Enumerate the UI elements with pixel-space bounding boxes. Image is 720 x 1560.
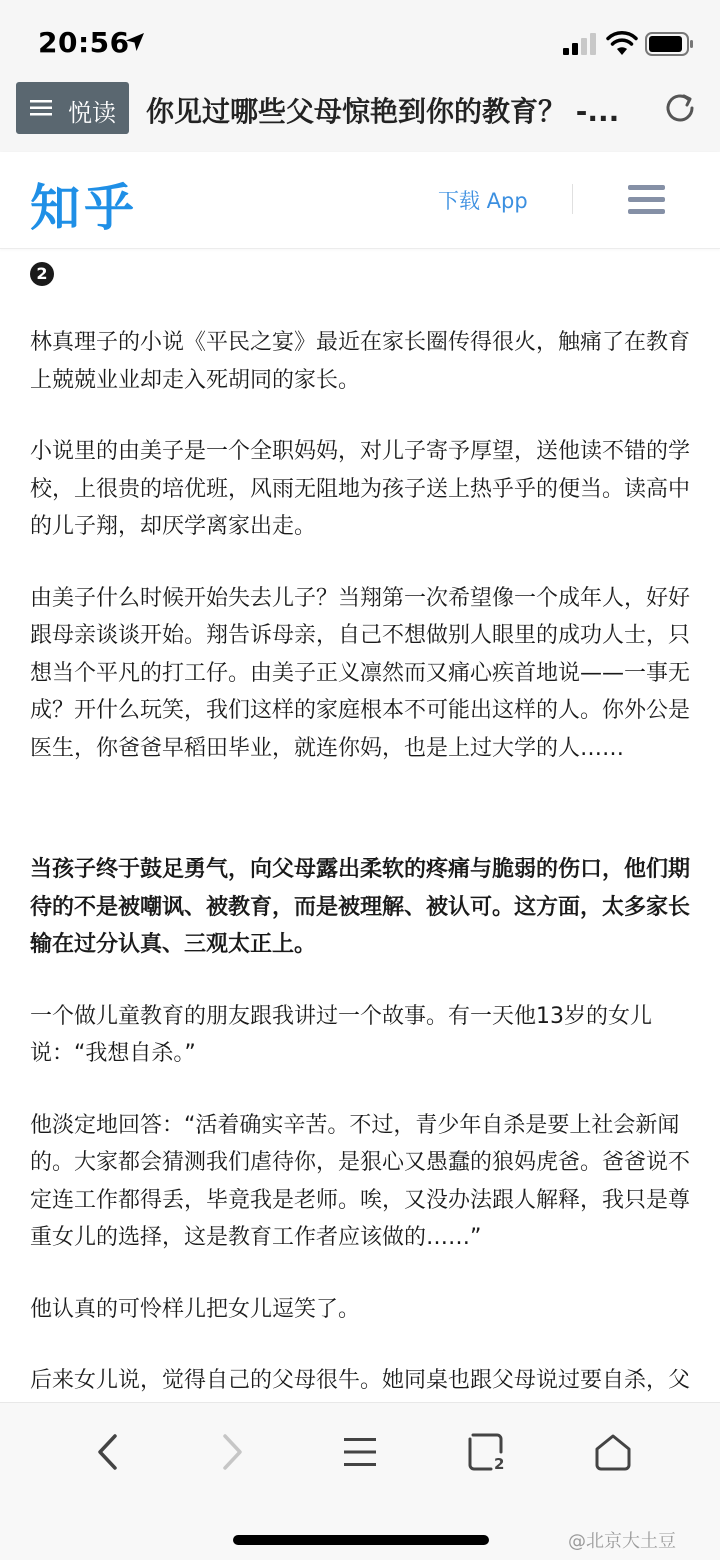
home-button[interactable] (588, 1427, 638, 1477)
battery-icon (645, 32, 695, 56)
article-paragraph: 后来女儿说，觉得自己的父母很牛。她同桌也跟父母说过要自杀，父 (30, 1368, 691, 1393)
status-bar (0, 0, 720, 80)
reload-icon[interactable] (662, 90, 698, 126)
tabs-count: 2 (494, 1455, 505, 1472)
article-paragraph: 他淡定地回答：“活着确实辛苦。不过，青少年自杀是要上社会新闻的。大家都会猜测我们虐待你，是狠心又愚蠢的狼妈虎爸。爸爸说不定连工作都得丢，毕竟我是老师。唉，又没办法跟人解释，我只是尊重女儿的选择，这是教育工作者应该做的……” (30, 1112, 691, 1250)
back-button[interactable] (82, 1427, 132, 1477)
back-icon (95, 1433, 119, 1471)
hamburger-line (628, 209, 665, 214)
article-paragraph: 小说里的由美子是一个全职妈妈，对儿子寄予厚望，送他读不错的学校，上很贵的培优班，风雨无阻地为孩子送上热乎乎的便当。读高中的儿子翔，却厌学离家出走。 (30, 439, 691, 539)
menu-button[interactable] (335, 1427, 385, 1477)
article-paragraph: 林真理子的小说《平民之宴》最近在家长圈传得很火，触痛了在教育上兢兢业业却走入死胡同的家长。 (30, 330, 691, 393)
cellular-signal-icon (563, 33, 599, 55)
home-icon (593, 1432, 633, 1472)
article-body (30, 262, 690, 1437)
zhihu-logo[interactable]: 知乎 (30, 178, 138, 237)
watermark: @北京大土豆 (568, 1531, 676, 1552)
header-divider (572, 184, 573, 214)
reader-mode-label: 悦读 (68, 99, 116, 127)
article-paragraph-bold: 当孩子终于鼓足勇气，向父母露出柔软的疼痛与脆弱的伤口，他们期待的不是被嘲讽、被教育，而是被理解、被认可。这方面，太多家长输在过分认真、三观太正上。 (30, 857, 691, 957)
article-paragraph: 他认真的可怜样儿把女儿逗笑了。 (30, 1296, 361, 1322)
reader-mode-button[interactable] (16, 82, 129, 134)
browser-toolbar (0, 1402, 720, 1560)
location-arrow-icon (124, 31, 146, 53)
tabs-icon (467, 1432, 507, 1472)
hamburger-menu-icon[interactable] (628, 185, 665, 215)
browser-bar (0, 80, 720, 152)
forward-button[interactable] (208, 1427, 258, 1477)
article-paragraph: 由美子什么时候开始失去儿子？当翔第一次希望像一个成年人，好好跟母亲谈谈开始。翔告诉母亲，自己不想做别人眼里的成功人士，只想当个平凡的打工仔。由美子正义凛然而又痛心疾首地说——一事无成？开什么玩笑，我们这样的家庭根本不可能出这样的人。你外公是医生，你爸爸早稻田毕业，就连你妈，也是上过大学的人…… (30, 585, 691, 761)
page-title[interactable]: 你见过哪些父母惊艳到你的教育？ -... (146, 95, 620, 128)
tabs-button[interactable] (462, 1427, 512, 1477)
forward-icon (221, 1433, 245, 1471)
hamburger-line (628, 197, 665, 202)
section-number-badge: 2 (30, 262, 54, 286)
site-header (0, 152, 720, 249)
home-indicator[interactable] (233, 1535, 489, 1545)
list-icon (30, 100, 52, 116)
hamburger-line (628, 185, 665, 190)
wifi-icon (606, 30, 638, 56)
menu-icon (342, 1435, 378, 1469)
article-paragraph: 一个做儿童教育的朋友跟我讲过一个故事。有一天他13岁的女儿说：“我想自杀。” (30, 1003, 652, 1066)
download-app-link[interactable]: 下载 App (438, 189, 528, 213)
status-time: 20:56 (38, 26, 130, 59)
